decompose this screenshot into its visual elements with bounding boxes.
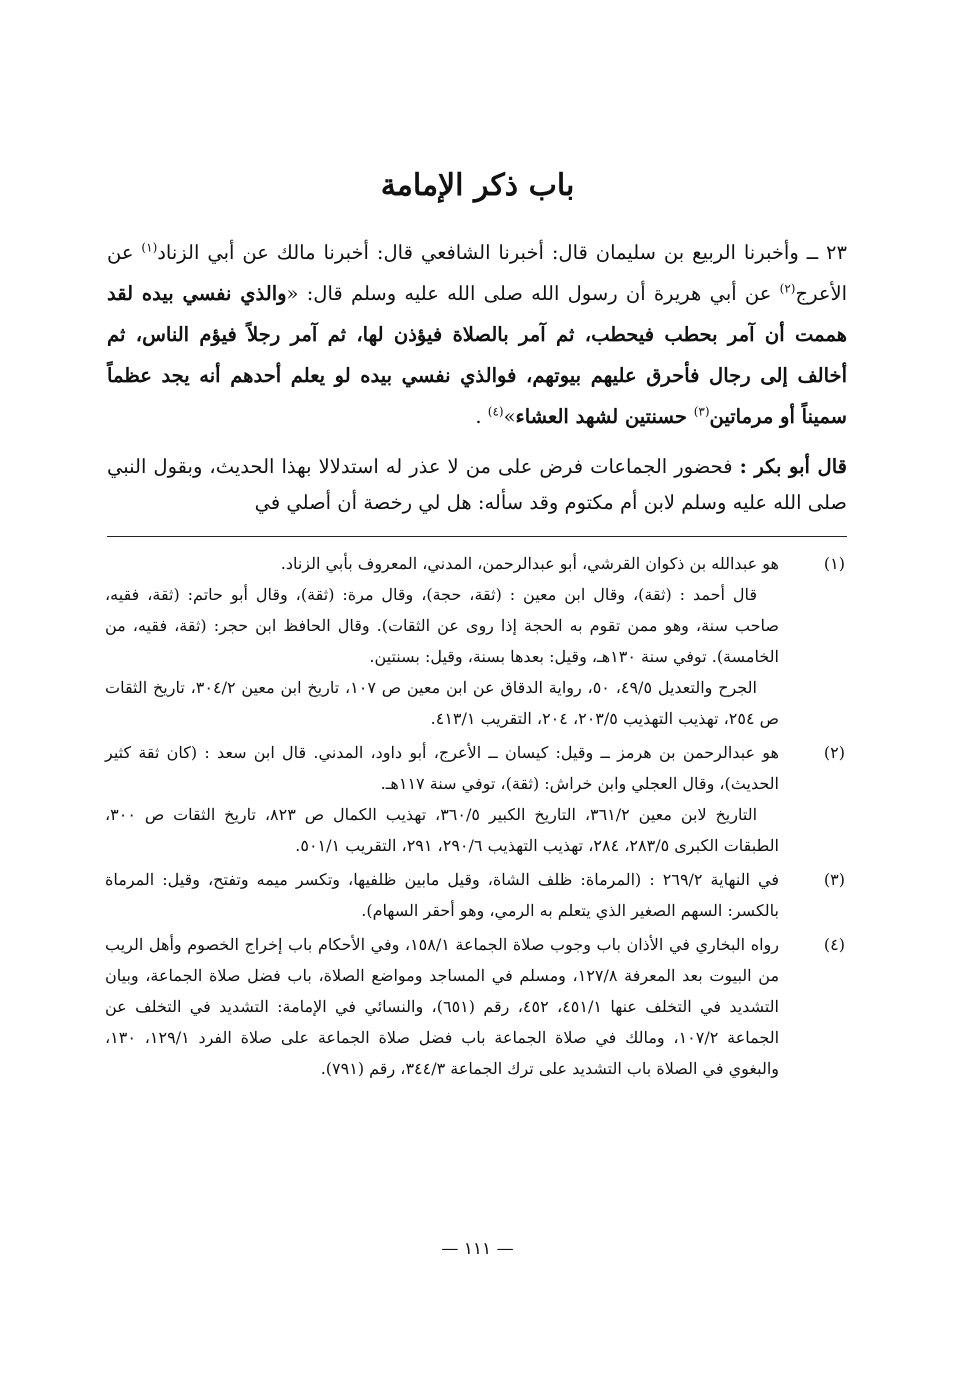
footnote-text: هو عبدالرحمن بن هرمز ــ وقيل: كيسان ــ الأعرج، أبو داود، المدني. قال ابن سعد : (كان ثقة كثير الحديث)، وقال العجلي وابن خراش: (ثقة)، توفي سنة ١١٧هـ. xyxy=(105,743,779,793)
hadith-text-end: حسنتين لشهد العشاء xyxy=(515,405,694,428)
footnote-text: رواه البخاري في الأذان باب وجوب صلاة الجماعة ١٥٨/١، وفي الأحكام باب إخراج الخصوم وأهل الريب من البيوت بعد المعرفة ١٢٧/٨، ومسلم في المساجد ومواضع الصلاة، باب فضل صلاة الجماعة، وبيان التشديد في التخلف عنها ٤٥١/١، ٤٥٢، رقم (٦٥١)، والنسائي في الإمامة: التشديد في التخلف عن الجماعة ١٠٧/٢، ومالك في صلاة الجماعة باب فضل صلاة الجماعة على صلاة الفرد ١٢٩/١، ١٣٠، والبغوي في الصلاة باب التشديد على ترك الجماعة ٣٤٤/٣، رقم (٧٩١). xyxy=(105,935,780,1078)
chain-of-narration: ٢٣ ــ وأخبرنا الربيع بن سليمان قال: أخبرنا الشافعي قال: أخبرنا مالك عن أبي الزناد xyxy=(157,241,847,264)
footnotes-section xyxy=(105,548,847,1087)
footnote-ref-2[interactable]: (٢) xyxy=(779,281,796,296)
chapter-title: باب ذكر الإمامة xyxy=(380,168,575,203)
footnote-number: (٢) xyxy=(823,743,845,762)
paragraph-end: . xyxy=(475,405,488,428)
footnote-number: (١) xyxy=(823,554,845,573)
quote-close: » xyxy=(503,405,516,428)
footnote-divider xyxy=(107,536,847,537)
footnote-4 xyxy=(105,929,847,1084)
commentary-text: فحضور الجماعات فرض على من لا عذر له استدلالا بهذا الحديث، وبقول النبي صلى الله عليه وسلم لابن أم مكتوم وقد سأله: هل لي رخصة أن أصلي في xyxy=(107,455,847,514)
footnote-3 xyxy=(105,864,847,926)
footnote-ref-1[interactable]: (١) xyxy=(141,240,158,255)
chain-text-3: عن أبي هريرة أن رسول الله صلى الله عليه وسلم قال: « xyxy=(286,282,780,305)
footnote-text: في النهاية ٢٦٩/٢ : (المرماة: ظلف الشاة، وقيل مابين ظلفيها، وتكسر ميمه وتفتح، وقيل: المرماة بالكسر: السهم الصغير الذي يتعلم به الرمي، وهو أحقر السهام). xyxy=(105,870,779,920)
hadith-text: والذي نفسي بيده لقد هممت أن آمر بحطب فيحطب، ثم آمر بالصلاة فيؤذن لها، ثم آمر رجلاً فيؤم الناس، ثم أخالف إلى رجال فأحرق عليهم بيوتهم، فوالذي نفسي بيده لو يعلم أحدهم أنه يجد عظماً سميناً أو مرماتين xyxy=(107,282,847,428)
footnote-number: (٣) xyxy=(823,870,845,889)
chain-text-2: عن الأعرج xyxy=(107,241,848,305)
commentary-paragraph xyxy=(107,449,847,521)
footnote-text: قال أحمد : (ثقة)، وقال ابن معين : (ثقة، حجة)، وقال مرة: (ثقة)، وقال أبو حاتم: (ثقة، فقيه، صاحب سنة، وهو ممن تقوم به الحجة إذا روى عن الثقات). وقال الحافظ ابن حجر: (ثقة، فقيه، من الخامسة). توفي سنة ١٣٠هـ، وقيل: بعدها بسنة، وقيل: بسنتين. xyxy=(105,585,779,666)
page-number: — ١١١ — xyxy=(441,1239,514,1259)
footnote-text: هو عبدالله بن ذكوان القرشي، أبو عبدالرحمن، المدني، المعروف بأبي الزناد. xyxy=(280,554,779,573)
footnote-number: (٤) xyxy=(823,935,845,954)
footnote-sources: التاريخ لابن معين ٣٦١/٢، التاريخ الكبير ٣٦٠/٥، تهذيب الكمال ص ٨٢٣، تاريخ الثقات ص ٣٠٠، الطبقات الكبرى ٢٨٣/٥، ٢٨٤، تهذيب التهذيب ٢٩٠/٦، ٢٩١، التقريب ٥٠١/١. xyxy=(105,805,779,855)
footnote-2 xyxy=(105,737,847,861)
footnote-ref-4[interactable]: (٤) xyxy=(487,404,504,419)
hadith-paragraph xyxy=(107,232,847,437)
commentary-lead: قال أبو بكر : xyxy=(739,455,847,478)
footnote-1 xyxy=(105,548,847,734)
footnote-ref-3[interactable]: (٣) xyxy=(693,404,710,419)
footnote-sources: الجرح والتعديل ٤٩/٥، ٥٠، رواية الدقاق عن ابن معين ص ١٠٧، تاريخ ابن معين ٣٠٤/٢، تاريخ الثقات ص ٢٥٤، تهذيب التهذيب ٢٠٣/٥، ٢٠٤، التقريب ٤١٣/١. xyxy=(105,678,779,728)
